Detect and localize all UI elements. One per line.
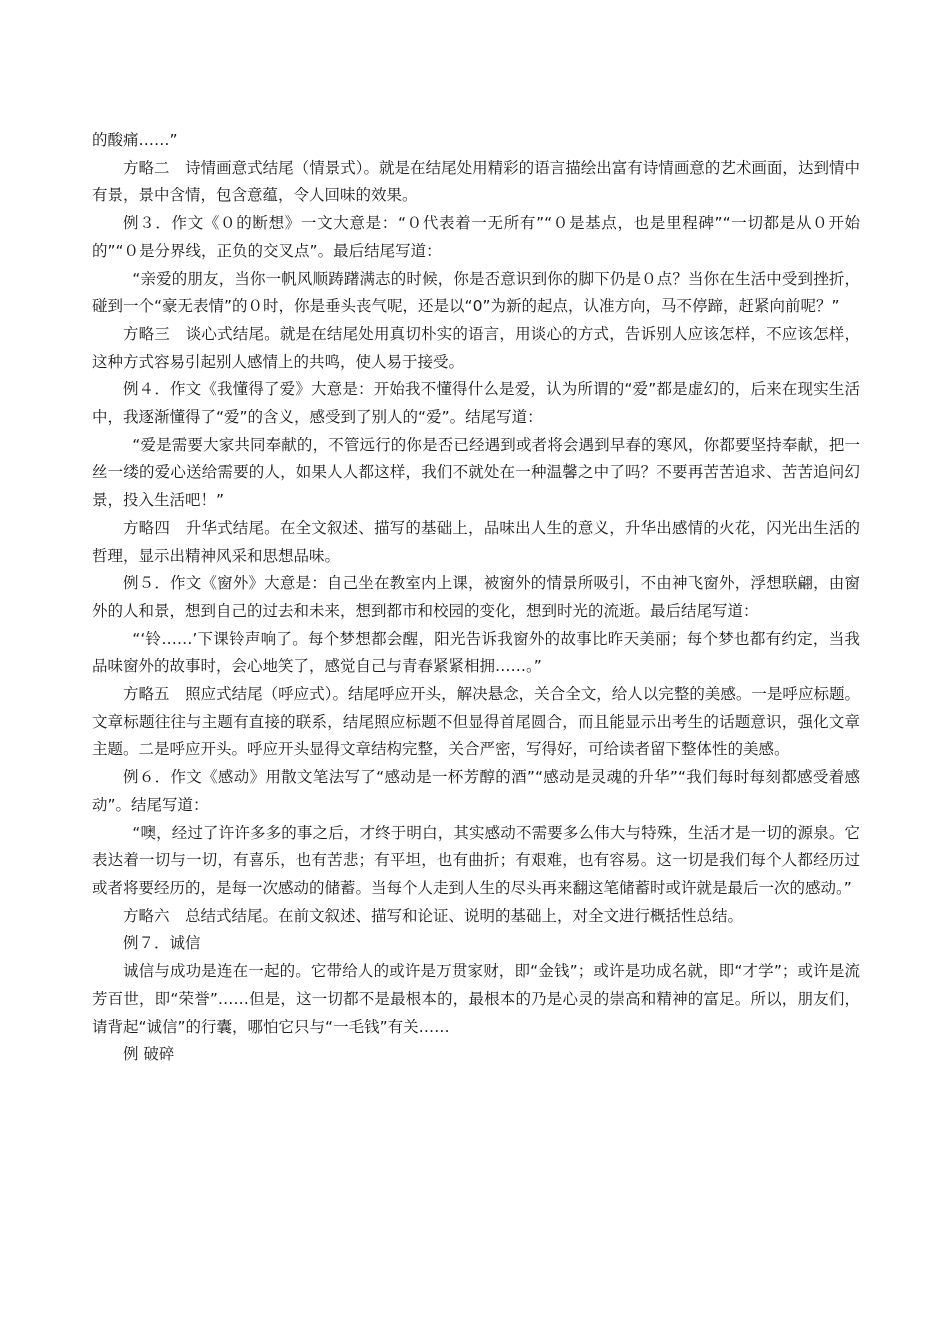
example-5-intro: 例５．作文《窗外》大意是：自己坐在教室内上课，被窗外的情景所吸引，不由神飞窗外，浮想联翩，由窗外的人和景，想到自己的过去和未来，想到都市和校园的变化，想到时光的流逝。最后结尾写道： (92, 574, 860, 620)
example-4-quote: “爱是需要大家共同奉献的，不管远行的你是否已经遇到或者将会遇到早春的寒风，你都要坚持奉献，把一丝一缕的爱心送给需要的人，如果人人都这样，我们不就处在一种温馨之中了吗？不要再苦苦追求、苦苦追问幻景，投入生活吧！” (92, 435, 860, 510)
strategy-4-heading: 方略四 升华式结尾。在全文叙述、描写的基础上，品味出人生的意义，升华出感情的火花，闪光出生活的哲理，显示出精神风采和思想品味。 (92, 518, 860, 565)
example-3-intro: 例３．作文《０的断想》一文大意是：“０代表着一无所有”“０是基点，也是里程碑”“一切都是从０开始的”“０是分界线，正负的交叉点”。最后结尾写道： (92, 214, 860, 260)
example-4-intro: 例４．作文《我懂得了爱》大意是：开始我不懂得什么是爱，认为所谓的“爱”都是虚幻的，后来在现实生活中，我逐渐懂得了“爱”的含义，感受到了别人的“爱”。结尾写道： (92, 380, 860, 427)
example-3-quote: “亲爱的朋友，当你一帆风顺踌躇满志的时候，你是否意识到你的脚下仍是０点？当你在生活中受到挫折，碰到一个“豪无表情”的０时，你是垂头丧气呢，还是以“0”为新的起点，认准方向，马不停蹄，赶紧向前呢？” (92, 269, 860, 316)
example-6-quote: “噢，经过了许许多多的事之后，才终于明白，其实感动不需要多么伟大与特殊，生活才是一切的源泉。它表达着一切与一切，有喜乐，也有苦悲；有平坦，也有曲折；有艰难，也有容易。这一切是我们每个人都经历过或者将要经历的，是每一次感动的储蓄。当每个人走到人生的尽头再来翻这笔储蓄时或许就是最后一次的感动。” (92, 823, 860, 897)
example-8-title: 例 破碎 (123, 1045, 175, 1064)
example-7-title: 例７．诚信 (123, 934, 201, 953)
example-6-intro: 例６．作文《感动》用散文笔法写了“感动是一杯芳醇的酒”“感动是灵魂的升华”“我们每时每刻都感受着感动”。结尾写道： (92, 768, 860, 814)
example-5-quote: “‘铃……’下课铃声响了。每个梦想都会醒，阳光告诉我窗外的故事比昨天美丽；每个梦也都有约定，当我品味窗外的故事时，会心地笑了，感觉自己与青春紧紧相拥……。” (92, 629, 860, 676)
strategy-5-heading: 方略五 照应式结尾（呼应式）。结尾呼应开头，解决悬念，关合全文，给人以完整的美感。一是呼应标题。文章标题往往与主题有直接的联系，结尾照应标题不但显得首尾圆合，而且能显示出考生的话题意识，强化文章主题。二是呼应开头。呼应开头显得文章结构完整，关合严密，写得好，可给读者留下整体性的美感。 (92, 685, 860, 759)
document-page (92, 127, 860, 1069)
paragraph-continuation: 的酸痛……” (92, 131, 178, 149)
example-7-body: 诚信与成功是连在一起的。它带给人的或许是万贯家财，即“金钱”；或许是功成名就，即“才学”；或许是流芳百世，即“荣誉”……但是，这一切都不是最根本的，最根本的乃是心灵的崇高和精神的富足。所以，朋友们，请背起“诚信”的行囊，哪怕它只与“一毛钱”有关…… (92, 962, 860, 1036)
strategy-3-heading: 方略三 谈心式结尾。就是在结尾处用真切朴实的语言，用谈心的方式，告诉别人应该怎样，不应该怎样，这种方式容易引起别人感情上的共鸣，使人易于接受。 (92, 324, 860, 371)
strategy-2-heading: 方略二 诗情画意式结尾（情景式）。就是在结尾处用精彩的语言描绘出富有诗情画意的艺术画面，达到情中有景，景中含情，包含意蕴，令人回味的效果。 (92, 158, 860, 205)
strategy-6-heading: 方略六 总结式结尾。在前文叙述、描写和论证、说明的基础上，对全文进行概括性总结。 (123, 906, 744, 925)
